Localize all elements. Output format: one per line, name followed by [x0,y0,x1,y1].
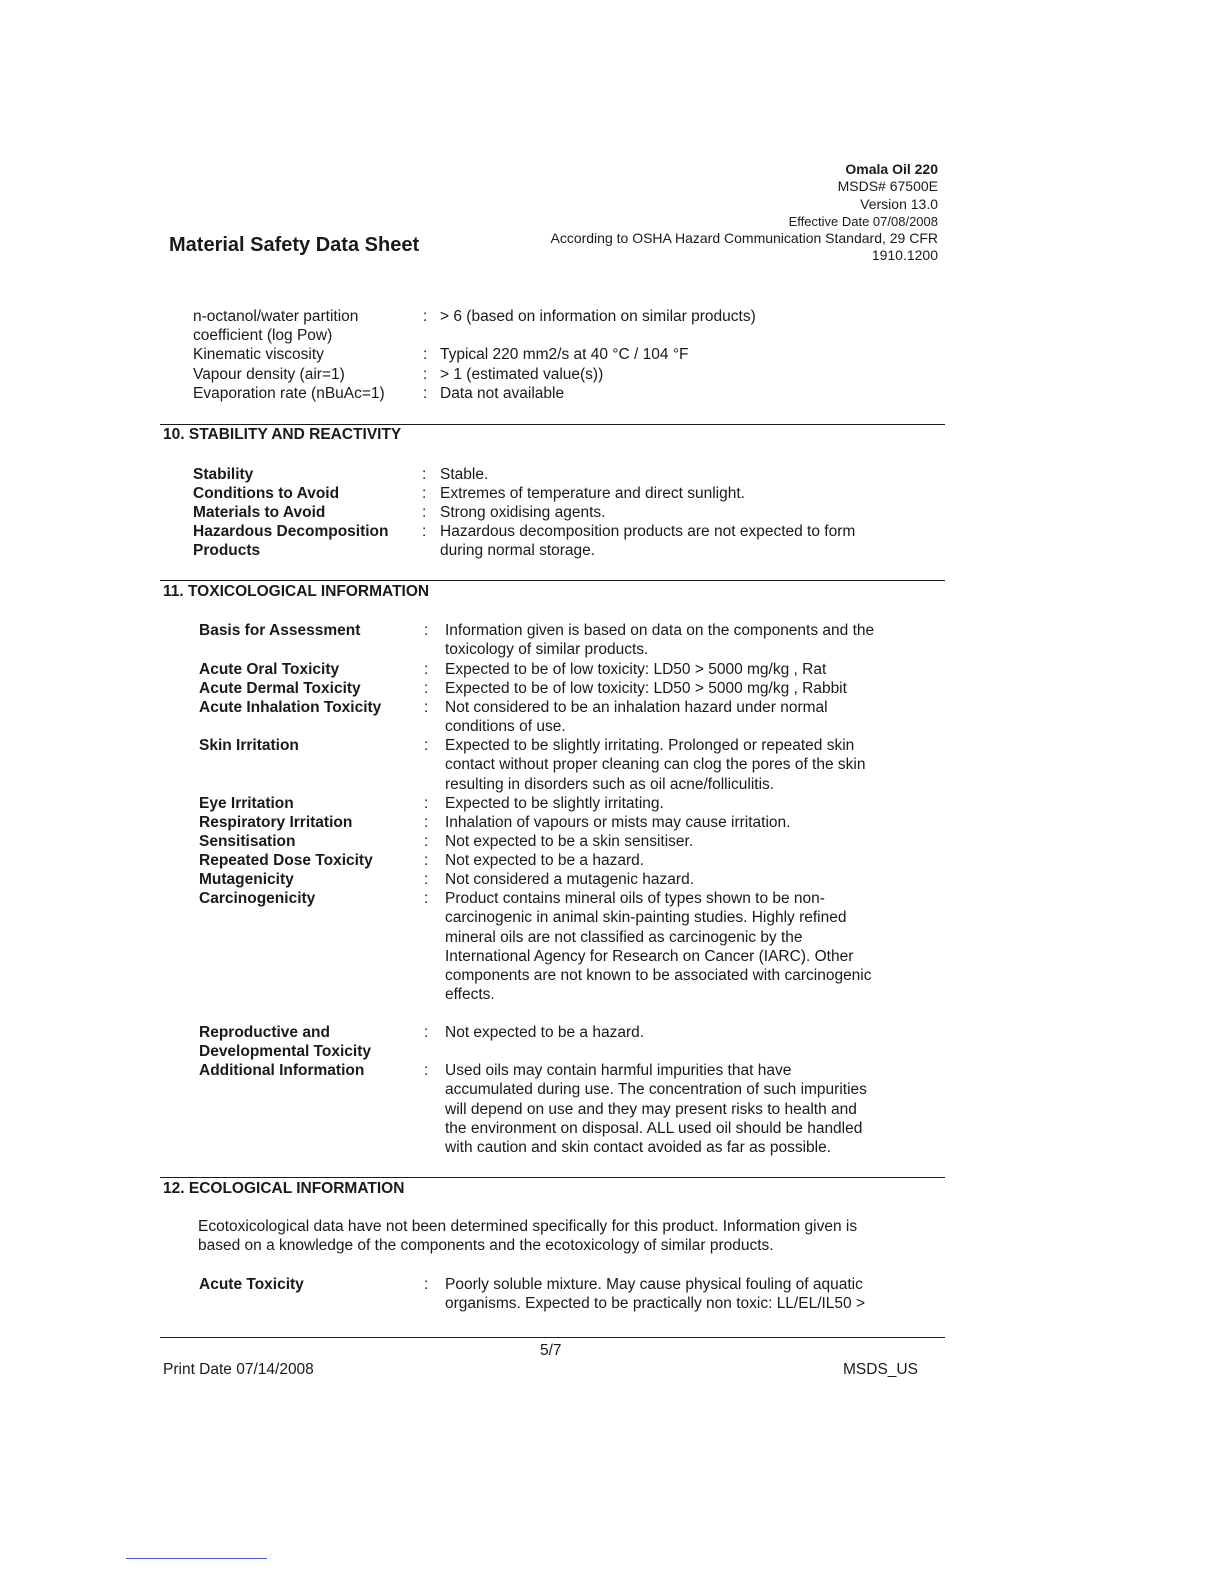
value-line: will depend on use and they may present risks to health and [445,1100,857,1118]
label-line: Acute Oral Toxicity [199,661,340,678]
intro-line: based on a knowledge of the components and the ecotoxicology of similar products. [198,1237,774,1255]
row-label [193,365,418,384]
separator-colon: : [422,466,427,483]
value-line: Inhalation of vapours or mists may cause irritation. [445,814,791,831]
value-line: Typical 220 mm2/s at 40 °C / 104 °F [440,346,689,363]
row-label [199,889,421,908]
value-line: Expected to be slightly irritating. Prolonged or repeated skin [445,737,855,754]
row-value [445,1061,915,1157]
separator-colon: : [423,385,428,402]
value-line: during normal storage. [440,542,596,560]
header-info [550,161,938,265]
section-11-title: 11. TOXICOLOGICAL INFORMATION [163,583,430,600]
document-code: MSDS_US [843,1361,918,1378]
value-line: Used oils may contain harmful impurities that have [445,1062,792,1079]
label-line: Developmental Toxicity [199,1043,371,1061]
section-10-title: 10. STABILITY AND REACTIVITY [163,426,402,443]
label-line: Basis for Assessment [199,622,361,639]
value-line: Strong oxidising agents. [440,504,606,521]
row-label [193,465,418,484]
separator-colon: : [422,523,427,540]
row-value [445,660,915,679]
value-line: organisms. Expected to be practically non toxic: LL/EL/IL50 > [445,1295,866,1313]
label-line: Kinematic viscosity [193,346,324,363]
standard-line-2: 1910.1200 [871,247,938,264]
product-name: Omala Oil 220 [845,161,938,177]
separator-colon: : [424,833,429,850]
row-label [199,736,421,755]
value-line: > 1 (estimated value(s)) [440,366,604,383]
label-line: Evaporation rate (nBuAc=1) [193,385,385,402]
row-value [445,621,915,660]
row-value [445,794,915,813]
value-line: Extremes of temperature and direct sunlight. [440,485,745,502]
label-line: Reproductive and [199,1024,330,1041]
separator-colon: : [424,737,429,754]
standard-line-1: According to OSHA Hazard Communication Standard, 29 CFR [550,230,938,247]
value-line: carcinogenic in animal skin-painting studies. Highly refined [445,909,847,927]
value-line: Not expected to be a skin sensitiser. [445,833,694,850]
row-value [440,365,940,384]
row-value [445,679,915,698]
value-line: Expected to be slightly irritating. [445,795,664,812]
value-line: the environment on disposal. ALL used oil should be handled [445,1119,863,1137]
label-line: Conditions to Avoid [193,485,340,502]
label-line: Products [193,542,261,560]
row-value [445,851,915,870]
section-divider [160,580,945,581]
document-title: Material Safety Data Sheet [169,234,420,256]
value-line: mineral oils are not classified as carcinogenic by the [445,928,803,946]
ecological-intro [198,1217,918,1256]
label-line: Eye Irritation [199,795,294,812]
row-label [199,794,421,813]
value-line: conditions of use. [445,718,566,736]
value-line: Not expected to be a hazard. [445,1024,645,1041]
page-number: 5/7 [540,1342,562,1359]
separator-colon: : [424,795,429,812]
separator-colon: : [424,622,429,639]
row-label [193,384,418,403]
separator-colon: : [424,1276,429,1293]
label-line: Hazardous Decomposition [193,523,389,540]
value-line: Not considered to be an inhalation hazard under normal [445,699,828,716]
footer-divider [160,1337,945,1338]
row-label [199,1023,421,1062]
row-label [199,621,421,640]
row-value [445,813,915,832]
row-value [440,465,910,484]
row-value [440,503,910,522]
label-line: Additional Information [199,1062,365,1079]
value-line: > 6 (based on information on similar products) [440,308,756,325]
label-line: Skin Irritation [199,737,299,754]
separator-colon: : [423,308,428,325]
label-line: Carcinogenicity [199,890,316,907]
value-line: contact without proper cleaning can clog the pores of the skin [445,756,866,774]
value-line: International Agency for Research on Cancer (IARC). Other [445,947,854,965]
row-value [445,1023,915,1042]
label-line: n-octanol/water partition [193,308,359,325]
separator-colon: : [424,1024,429,1041]
value-line: accumulated during use. The concentration of such impurities [445,1081,867,1099]
row-label [193,484,418,503]
row-label [193,307,418,346]
row-value [440,522,910,561]
separator-colon: : [423,366,428,383]
separator-colon: : [424,852,429,869]
label-line: Acute Toxicity [199,1276,304,1293]
value-line: Expected to be of low toxicity: LD50 > 5000 mg/kg , Rabbit [445,680,847,697]
row-label [199,813,421,832]
msds-number: MSDS# 67500E [837,178,938,195]
separator-colon: : [424,890,429,907]
value-line: Not expected to be a hazard. [445,852,645,869]
section-divider [160,424,945,425]
separator-colon: : [423,346,428,363]
label-line: Mutagenicity [199,871,294,888]
row-label [199,698,421,717]
value-line: Expected to be of low toxicity: LD50 > 5000 mg/kg , Rat [445,661,827,678]
value-line: Product contains mineral oils of types shown to be non- [445,890,825,907]
value-line: toxicology of similar products. [445,641,649,659]
row-label [199,832,421,851]
row-label [199,1275,421,1294]
row-label [199,660,421,679]
scan-underline [126,1558,267,1559]
label-line: Acute Dermal Toxicity [199,680,361,697]
row-label [193,503,418,522]
row-value [445,736,915,794]
value-line: Information given is based on data on the components and the [445,622,875,639]
row-label [199,851,421,870]
row-label [199,679,421,698]
value-line: Not considered a mutagenic hazard. [445,871,695,888]
value-line: effects. [445,986,495,1004]
section-12-title: 12. ECOLOGICAL INFORMATION [163,1180,405,1197]
row-value [445,832,915,851]
row-value [440,384,940,403]
row-value [445,1275,915,1314]
print-date: Print Date 07/14/2008 [163,1361,314,1378]
label-line: Stability [193,466,254,483]
label-line: coefficient (log Pow) [193,327,333,345]
label-line: Respiratory Irritation [199,814,353,831]
separator-colon: : [424,680,429,697]
separator-colon: : [422,504,427,521]
separator-colon: : [424,661,429,678]
label-line: Vapour density (air=1) [193,366,345,383]
label-line: Sensitisation [199,833,296,850]
row-label [199,1061,421,1080]
value-line: Data not available [440,385,565,402]
row-value [445,698,915,737]
effective-date: Effective Date 07/08/2008 [788,213,938,229]
label-line: Acute Inhalation Toxicity [199,699,382,716]
separator-colon: : [422,485,427,502]
value-line: components are not known to be associated with carcinogenic [445,967,872,985]
value-line: resulting in disorders such as oil acne/folliculitis. [445,775,775,793]
version: Version 13.0 [860,195,938,212]
separator-colon: : [424,1062,429,1079]
row-value [445,889,915,1005]
separator-colon: : [424,699,429,716]
row-value [440,484,910,503]
value-line: with caution and skin contact avoided as far as possible. [445,1139,832,1157]
value-line: Stable. [440,466,489,483]
row-value [440,307,940,326]
separator-colon: : [424,871,429,888]
separator-colon: : [424,814,429,831]
value-line: Poorly soluble mixture. May cause physical fouling of aquatic [445,1276,863,1293]
row-label [193,522,418,561]
row-label [199,870,421,889]
label-line: Repeated Dose Toxicity [199,852,373,869]
label-line: Materials to Avoid [193,504,326,521]
value-line: Hazardous decomposition products are not expected to form [440,523,856,540]
row-value [440,345,940,364]
row-value [445,870,915,889]
section-divider [160,1177,945,1178]
intro-line: Ecotoxicological data have not been determined specifically for this product. Information given is [198,1218,858,1235]
row-label [193,345,418,364]
